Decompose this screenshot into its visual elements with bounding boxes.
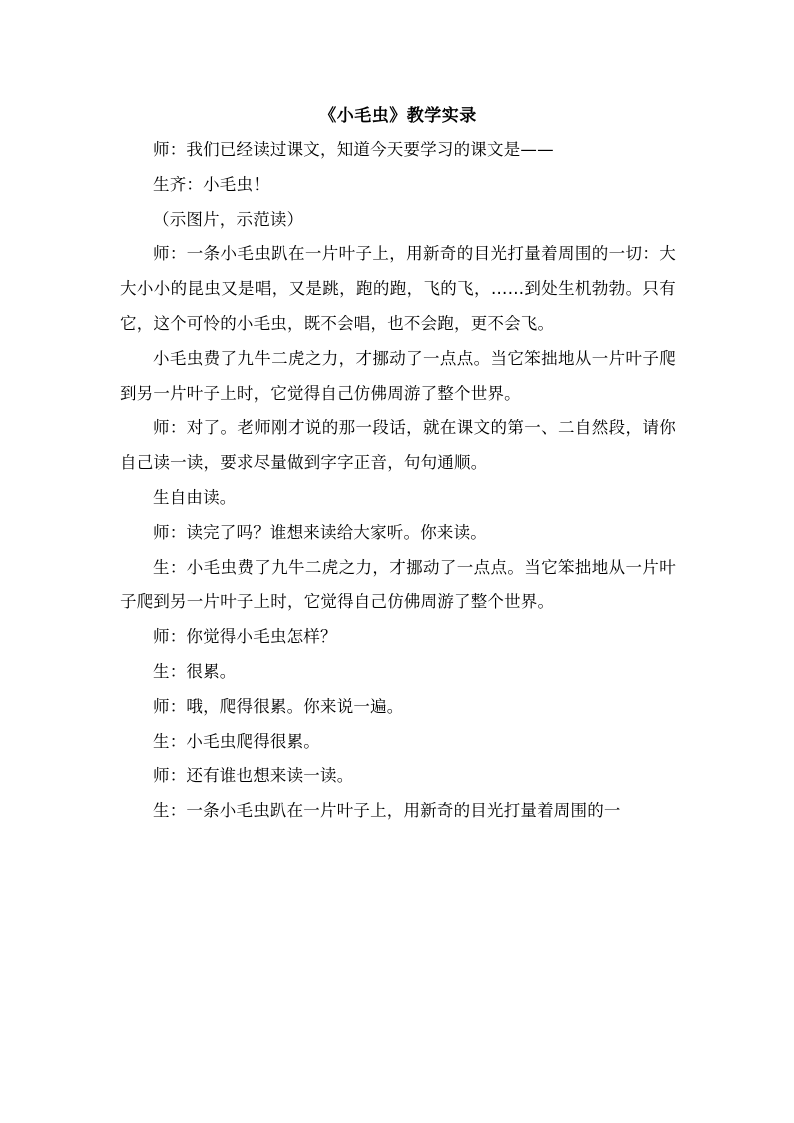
- paragraph-4: 师：一条小毛虫趴在一片叶子上，用新奇的目光打量着周围的一切：大大小小的昆虫又是唱，又是跳，跑的跑，飞的飞，……到处生机勃勃。只有它，这个可怜的小毛虫，既不会唱，也不会跑，更不会飞。: [120, 244, 676, 333]
- paragraph-2: 生齐：小毛虫！: [153, 174, 270, 194]
- paragraph-5: 小毛虫费了九牛二虎之力，才挪动了一点点。当它笨拙地从一片叶子爬到另一片叶子上时，它觉得自己仿佛周游了整个世界。: [120, 348, 676, 403]
- paragraph-11: 生：很累。: [153, 661, 237, 681]
- document-title: 《小毛虫》教学实录: [319, 106, 477, 126]
- paragraph-12: 师：哦，爬得很累。你来说一遍。: [153, 696, 404, 716]
- paragraph-1: 师：我们已经读过课文，知道今天要学习的课文是——: [153, 140, 554, 159]
- paragraph-8: 师：读完了吗？谁想来读给大家听。你来读。: [153, 522, 487, 542]
- paragraph-15: 生：一条小毛虫趴在一片叶子上，用新奇的目光打量着周围的一: [153, 801, 621, 821]
- paragraph-3: （示图片，示范读）: [153, 209, 304, 229]
- paragraph-13: 生：小毛虫爬得很累。: [153, 731, 320, 751]
- paragraph-10: 师：你觉得小毛虫怎样？: [153, 627, 337, 647]
- paragraph-7: 生自由读。: [153, 487, 237, 507]
- document-body: [120, 100, 676, 829]
- paragraph-14: 师：还有谁也想来读一读。: [153, 766, 354, 786]
- paragraph-9: 生：小毛虫费了九牛二虎之力，才挪动了一点点。当它笨拙地从一片叶子爬到另一片叶子上时，它觉得自己仿佛周游了整个世界。: [120, 557, 676, 612]
- paragraph-6: 师：对了。老师刚才说的那一段话，就在课文的第一、二自然段，请你自己读一读，要求尽量做到字字正音，句句通顺。: [120, 418, 676, 473]
